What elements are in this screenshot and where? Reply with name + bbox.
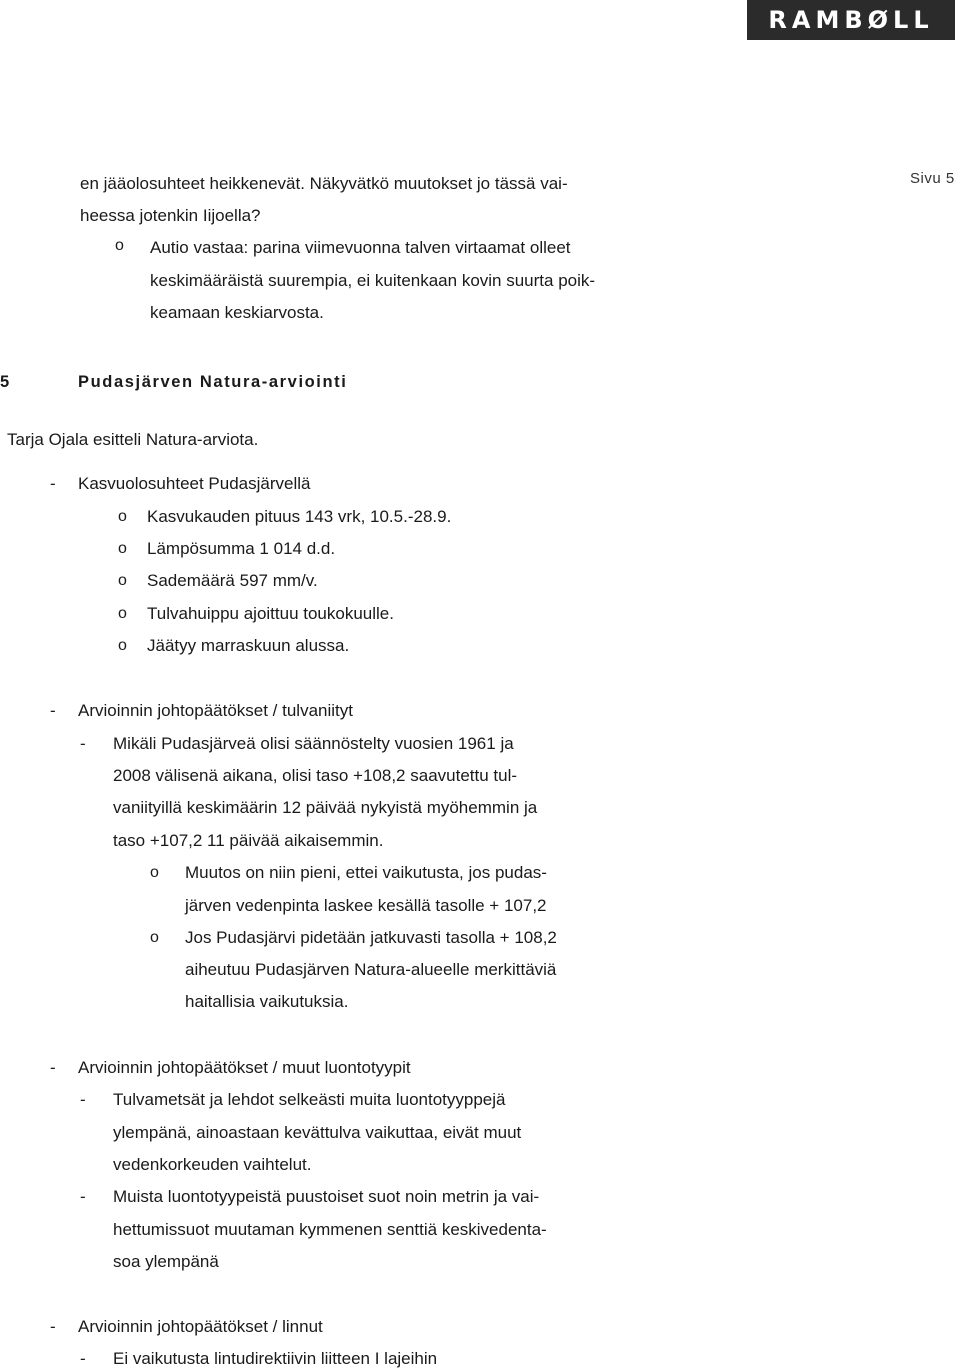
text-line: keskimääräistä suurempia, ei kuitenkaan kovin suurta poik- [150, 271, 596, 290]
text-line: soa ylempänä [113, 1252, 219, 1271]
dash-bullet: - [50, 474, 56, 493]
bullet-o: o [118, 605, 127, 622]
dash-bullet: - [80, 734, 86, 753]
text-line: Tulvametsät ja lehdot selkeästi muita luontotyyppejä [113, 1090, 506, 1109]
text-line: keamaan keskiarvosta. [150, 303, 324, 322]
ramboll-logo: RAMBØLL [747, 0, 955, 40]
dash-bullet: - [50, 1058, 56, 1077]
list-item: Tulvahuippu ajoittuu toukokuulle. [147, 604, 394, 623]
text-line: vedenkorkeuden vaihtelut. [113, 1155, 312, 1174]
section-title: Pudasjärven Natura-arviointi [78, 373, 348, 391]
text-line: haitallisia vaikutuksia. [185, 992, 349, 1011]
dash-bullet: - [80, 1187, 86, 1206]
dash-bullet: - [80, 1349, 86, 1368]
dash-bullet: - [50, 701, 56, 720]
text-line: 2008 välisenä aikana, olisi taso +108,2 saavutettu tul- [113, 766, 518, 785]
bullet-o: o [115, 237, 124, 254]
text-line: aiheutuu Pudasjärven Natura-alueelle merkittäviä [185, 960, 557, 979]
bullet-o: o [118, 637, 127, 654]
text-line: vaniityillä keskimäärin 12 päivää nykyistä myöhemmin ja [113, 798, 538, 817]
list-item: Jäätyy marraskuun alussa. [147, 636, 350, 655]
page-number: Sivu 5 [910, 170, 955, 187]
bullet-o: o [118, 572, 127, 589]
text-line: Ei vaikutusta lintudirektiivin liitteen I lajeihin [113, 1349, 438, 1368]
text-line: hettumissuot muutaman kymmenen senttiä keskivedenta- [113, 1220, 547, 1239]
text-line: Muista luontotyypeistä puustoiset suot noin metrin ja vai- [113, 1187, 540, 1206]
bullet-o: o [150, 929, 159, 946]
text-line: taso +107,2 11 päivää aikaisemmin. [113, 831, 384, 850]
list-heading: Kasvuolosuhteet Pudasjärvellä [78, 474, 311, 493]
text-line: en jääolosuhteet heikkenevät. Näkyvätkö muutokset jo tässä vai- [80, 174, 568, 193]
bullet-o: o [118, 508, 127, 525]
section-number: 5 [0, 373, 11, 391]
list-heading: Arvioinnin johtopäätökset / muut luontotyypit [78, 1058, 411, 1077]
presenter-line: Tarja Ojala esitteli Natura-arviota. [7, 430, 259, 449]
bullet-o: o [118, 540, 127, 557]
dash-bullet: - [80, 1090, 86, 1109]
text-line: Autio vastaa: parina viimevuonna talven virtaamat olleet [150, 238, 571, 257]
text-line: Jos Pudasjärvi pidetään jatkuvasti tasolla + 108,2 [185, 928, 557, 947]
list-item: Kasvukauden pituus 143 vrk, 10.5.-28.9. [147, 507, 452, 526]
list-heading: Arvioinnin johtopäätökset / linnut [78, 1317, 323, 1336]
text-line: heessa jotenkin Iijoella? [80, 206, 261, 225]
text-line: ylempänä, ainoastaan kevättulva vaikuttaa, eivät muut [113, 1123, 522, 1142]
list-item: Sademäärä 597 mm/v. [147, 571, 318, 590]
text-line: järven vedenpinta laskee kesällä tasolle + 107,2 [185, 896, 547, 915]
text-line: Mikäli Pudasjärveä olisi säännöstelty vuosien 1961 ja [113, 734, 514, 753]
text-line: Muutos on niin pieni, ettei vaikutusta, jos pudas- [185, 863, 547, 882]
list-item: Lämpösumma 1 014 d.d. [147, 539, 336, 558]
dash-bullet: - [50, 1317, 56, 1336]
list-heading: Arvioinnin johtopäätökset / tulvaniityt [78, 701, 353, 720]
bullet-o: o [150, 864, 159, 881]
